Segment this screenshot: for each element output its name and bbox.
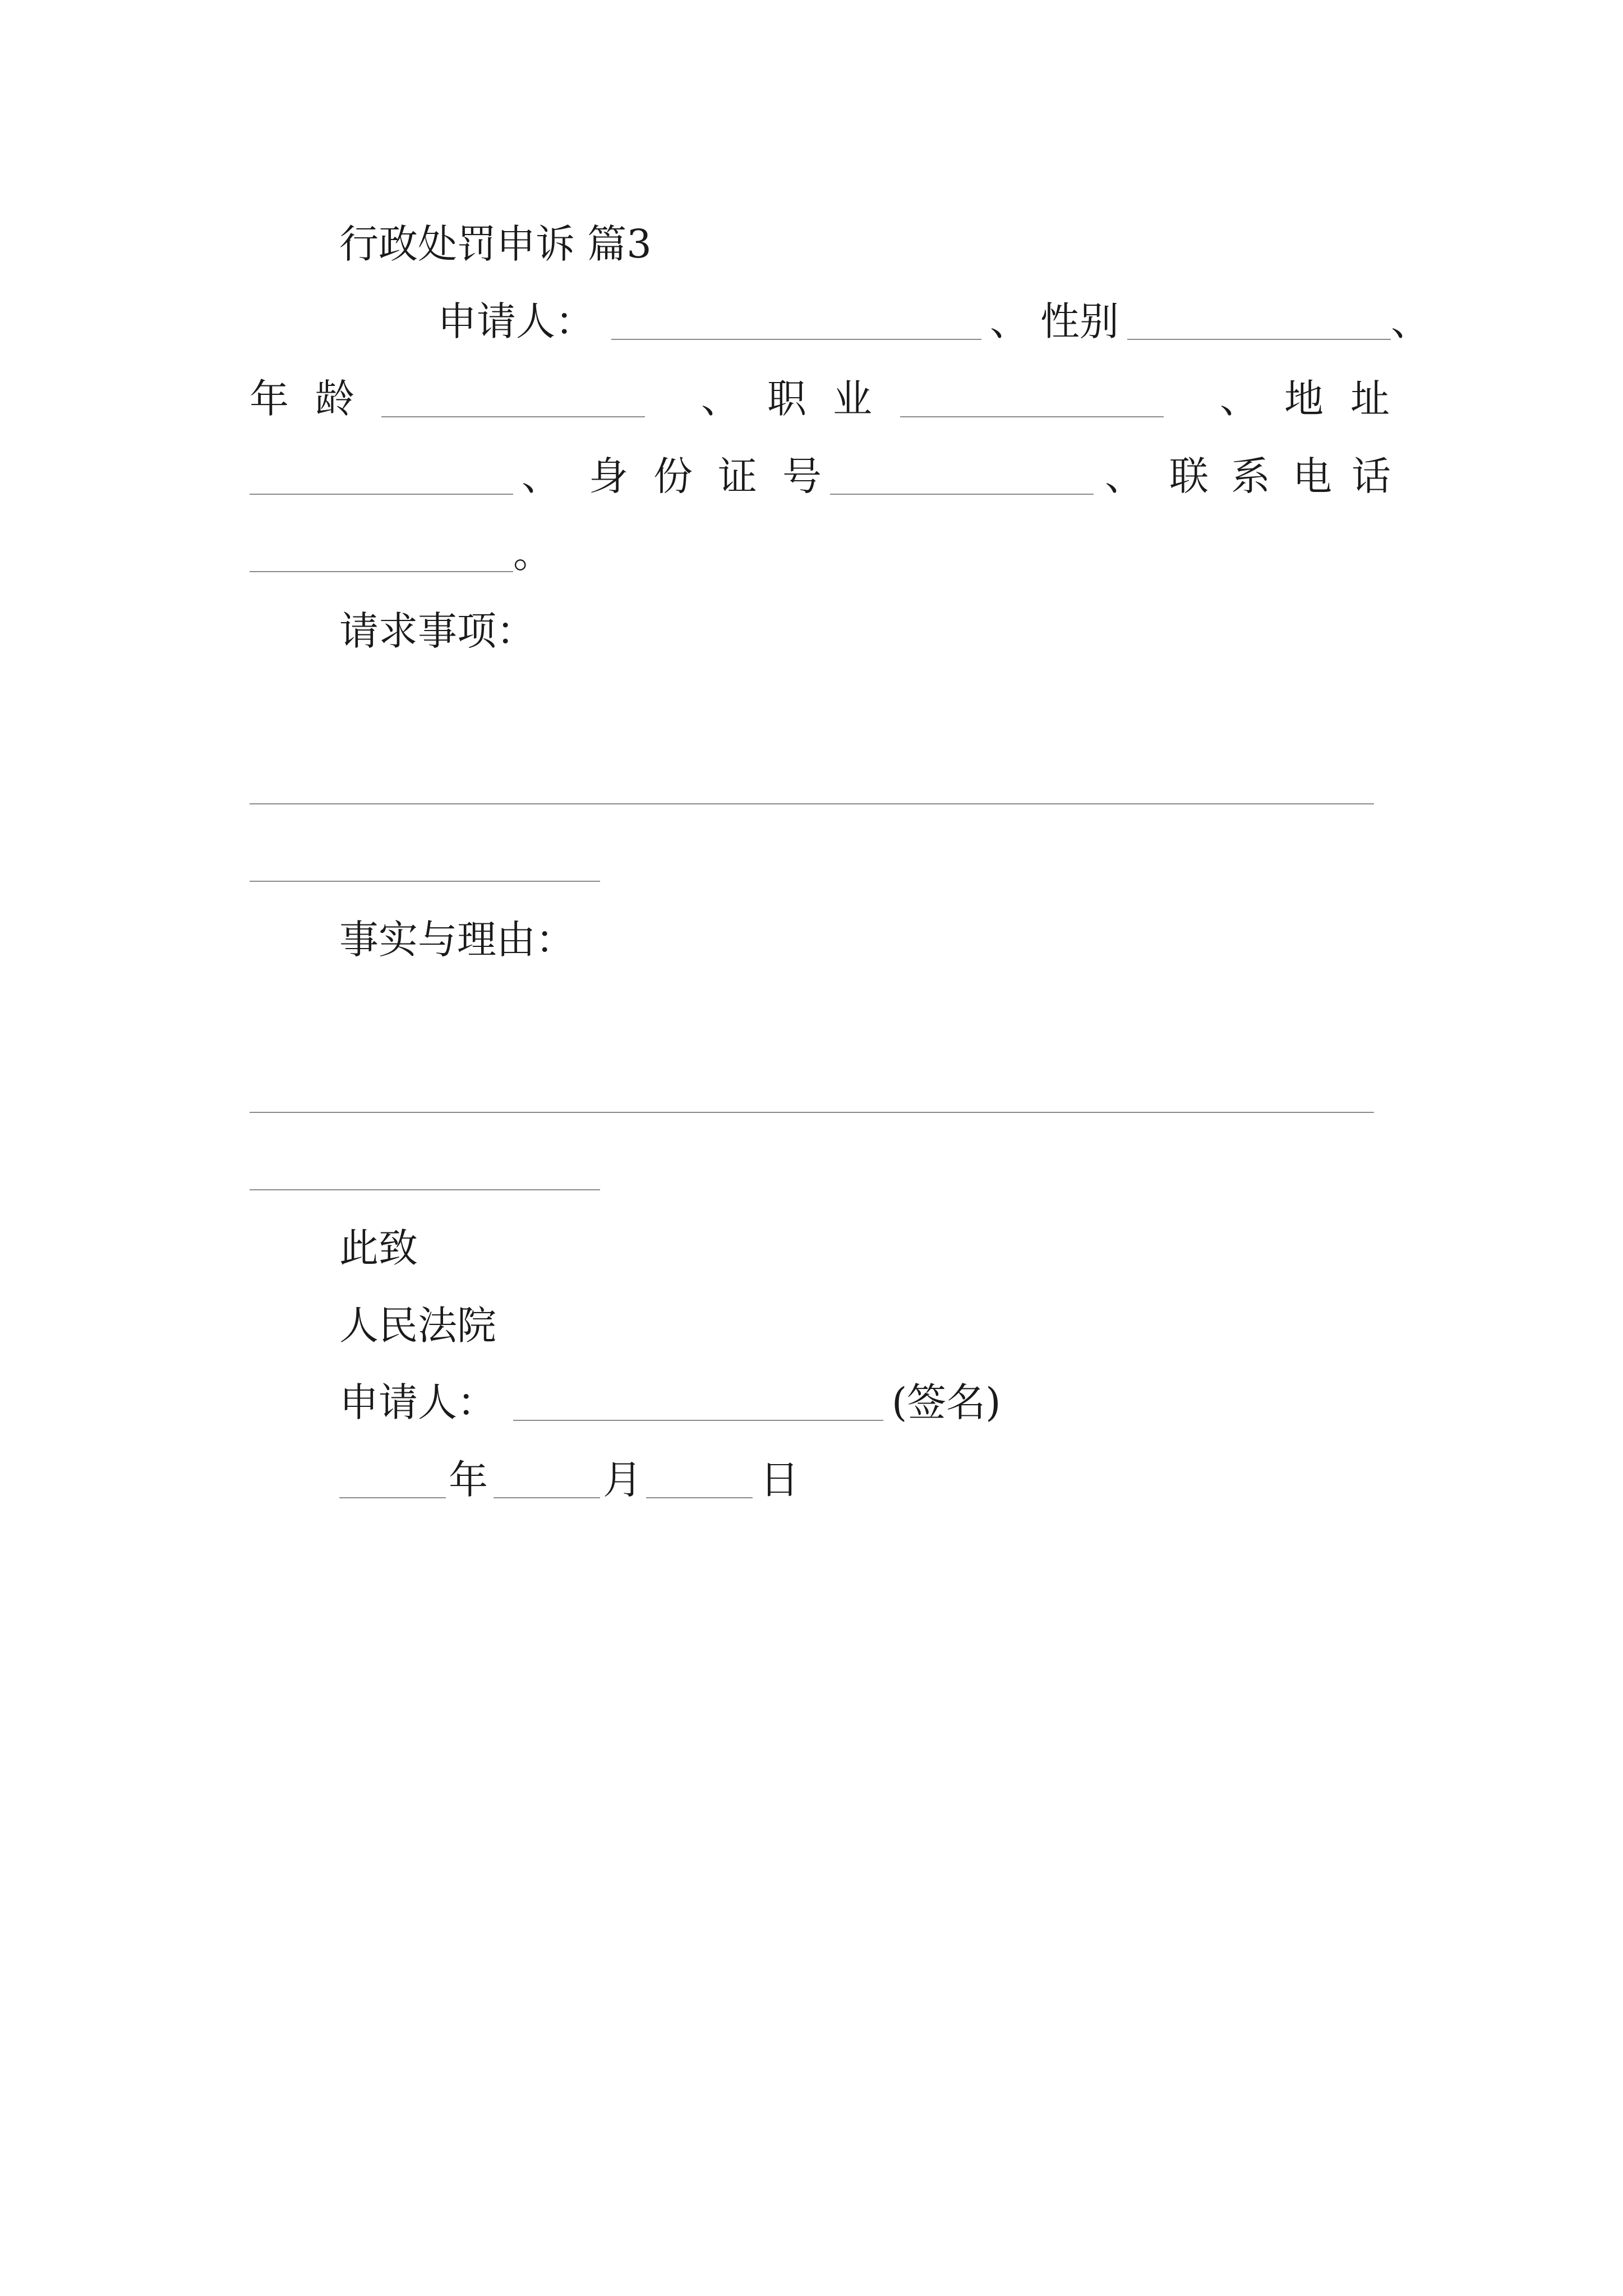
phone-label-char: 话 (1352, 453, 1391, 499)
closing-to: 此致 (339, 1225, 418, 1271)
id-label-char: 号 (782, 453, 822, 499)
id-number-blank[interactable] (830, 463, 1094, 495)
period: 。 (513, 531, 552, 577)
phone-blank[interactable] (250, 541, 513, 572)
id-label-char: 证 (718, 453, 757, 499)
request-line-2[interactable] (250, 881, 600, 882)
separator: 、 (701, 376, 740, 422)
age-label-char: 年 (250, 376, 289, 422)
id-label-char: 身 (589, 453, 628, 499)
address-blank[interactable] (250, 463, 513, 495)
id-label-char: 份 (653, 453, 693, 499)
age-label-char: 龄 (315, 376, 354, 422)
facts-line-1[interactable] (250, 1112, 1374, 1113)
day-blank[interactable] (646, 1467, 753, 1498)
court-name: 人民法院 (339, 1303, 496, 1349)
signature-suffix: (签名) (892, 1379, 1001, 1425)
facts-line-2[interactable] (250, 1189, 600, 1190)
signature-label: 申请人： (339, 1379, 496, 1425)
address-label-char: 址 (1350, 376, 1390, 422)
separator: 、 (1105, 453, 1144, 499)
separator: 、 (1220, 376, 1259, 422)
facts-heading: 事实与理由： (339, 917, 575, 963)
occupation-label-char: 职 (767, 376, 806, 422)
occupation-label-char: 业 (833, 376, 872, 422)
year-label: 年 (449, 1457, 488, 1503)
age-blank[interactable] (381, 386, 645, 417)
request-heading: 请求事项： (339, 608, 536, 654)
separator: 、 (522, 453, 561, 499)
phone-label-char: 电 (1293, 453, 1332, 499)
document-title: 行政处罚申诉 篇3 (339, 221, 652, 267)
separator: 、 (990, 298, 1029, 344)
separator: 、 (1391, 298, 1430, 344)
request-line-1[interactable] (250, 803, 1374, 804)
day-label: 日 (760, 1457, 799, 1503)
gender-label: 性别 (1040, 298, 1119, 344)
month-label: 月 (603, 1457, 642, 1503)
phone-label-char: 系 (1231, 453, 1270, 499)
applicant-name-blank[interactable] (611, 309, 981, 340)
address-label-char: 地 (1284, 376, 1324, 422)
gender-blank[interactable] (1127, 309, 1391, 340)
year-blank[interactable] (339, 1467, 446, 1498)
signature-blank[interactable] (513, 1389, 883, 1421)
occupation-blank[interactable] (900, 386, 1164, 417)
phone-label-char: 联 (1169, 453, 1209, 499)
month-blank[interactable] (494, 1467, 600, 1498)
applicant-label: 申请人： (437, 298, 594, 344)
